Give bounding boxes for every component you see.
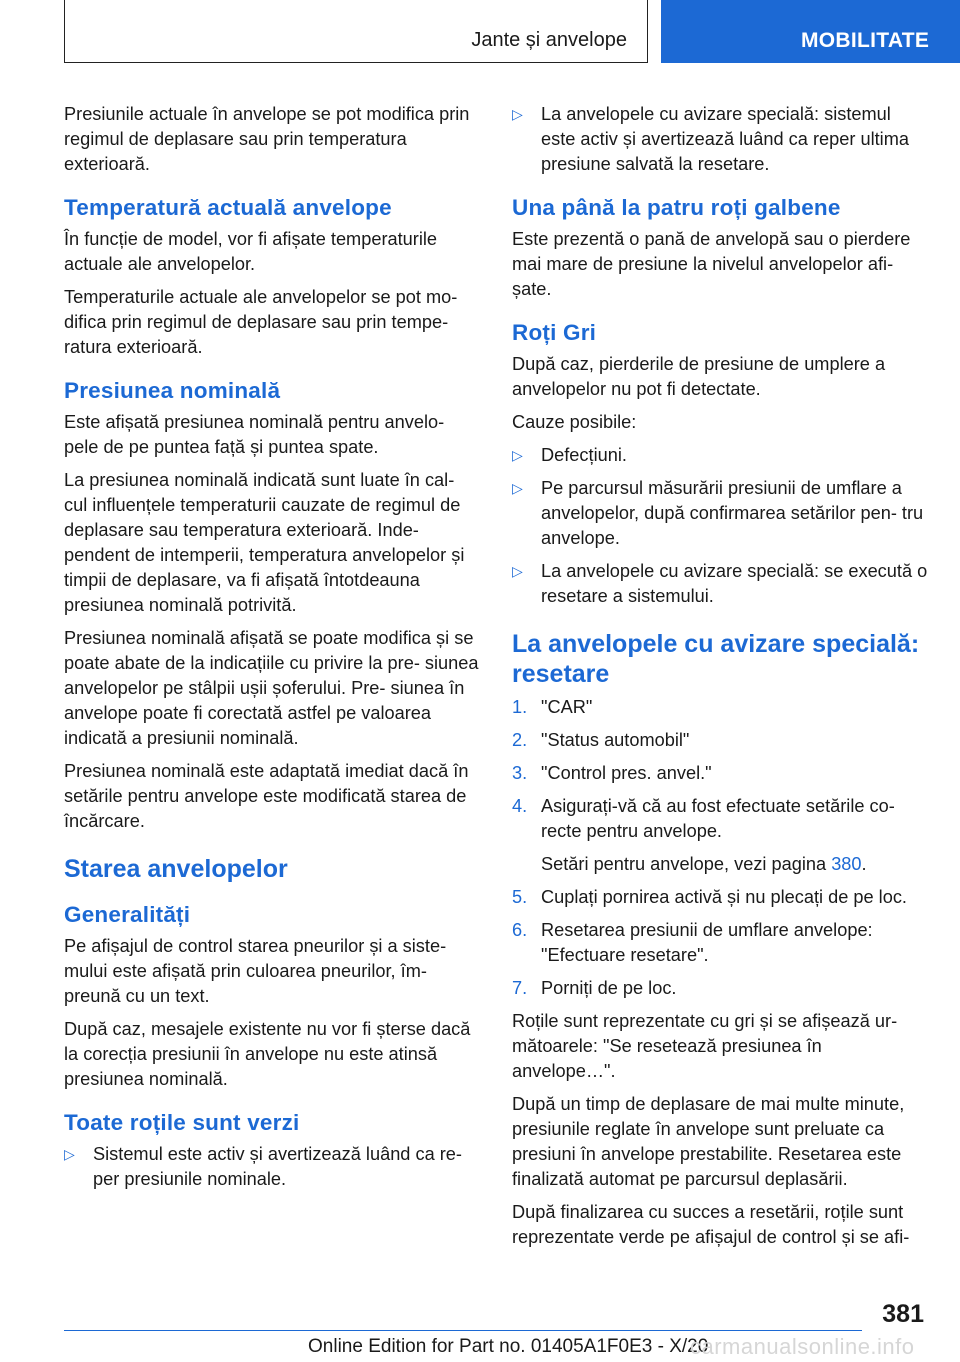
step-item: [512, 695, 928, 720]
after-reset-paragraph-1: Roțile sunt reprezentate cu gri și se afișează ur‐ mătoarele: "Se resetează presiunea în anvelope…".: [512, 1011, 898, 1081]
step-text: "Control pres. anvel.": [541, 763, 712, 783]
step-number: 4.: [512, 796, 528, 816]
temperature-paragraph-1: În funcție de model, vor fi afișate temperaturile actuale ale anvelopelor.: [64, 229, 438, 274]
list-item: [512, 102, 928, 177]
step-4-reference: [541, 852, 928, 877]
page-number: 381: [882, 1300, 924, 1328]
list-item: [512, 443, 928, 468]
general-heading: Generalități: [64, 902, 191, 927]
list-item-text: La anvelopele cu avizare specială: sistemul este activ și avertizează luând ca reper ultima presiune salvată la resetare.: [541, 104, 909, 174]
list-item: [512, 559, 928, 609]
step-text: "Status automobil": [541, 730, 690, 750]
yellow-paragraph: Este prezentă o pană de anvelopă sau o pierdere mai mare de presiune la nivelul anvelopelor afi‐ șate.: [512, 229, 911, 299]
triangle-bullet-icon: ▷: [512, 106, 523, 122]
watermark: carmanualsonline.info: [690, 1334, 915, 1359]
gray-paragraph-2: Cauze posibile:: [512, 412, 637, 432]
step-number: 7.: [512, 978, 528, 998]
list-item-text: La anvelopele cu avizare specială: se execută o resetare a sistemului.: [541, 561, 928, 606]
list-item: [64, 1142, 482, 1192]
step-item: [512, 885, 928, 910]
step-item: [512, 918, 928, 968]
tyre-state-heading: Starea anvelopelor: [64, 855, 288, 883]
step-text: Cuplați pornirea activă și nu plecați de pe loc.: [541, 887, 907, 907]
step-text: Resetarea presiunii de umflare anvelope: "Efectuare resetare".: [541, 920, 873, 965]
gray-paragraph-1: După caz, pierderile de presiune de umplere a anvelopelor nu pot fi detectate.: [512, 354, 886, 399]
general-paragraph-1: Pe afișajul de control starea pneurilor și a siste‐ mului este afișată prin culoarea pneurilor, îm‐ preună cu un text.: [64, 936, 447, 1006]
footer-divider: [64, 1330, 862, 1331]
step-item: [512, 976, 928, 1001]
reference-text: Setări pentru anvelope, vezi pagina: [541, 854, 832, 874]
step-text: Asigurați-vă că au fost efectuate setările co‐ recte pentru anvelope.: [541, 796, 895, 841]
step-number: 3.: [512, 763, 528, 783]
list-item: [512, 476, 928, 551]
step-number: 5.: [512, 887, 528, 907]
nominal-pressure-heading: Presiunea nominală: [64, 378, 281, 403]
triangle-bullet-icon: ▷: [64, 1146, 75, 1162]
reset-heading: La anvelopele cu avizare specială: resetare: [512, 630, 920, 688]
step-item: [512, 761, 928, 786]
triangle-bullet-icon: ▷: [512, 563, 523, 579]
after-reset-paragraph-2: După un timp de deplasare de mai multe minute, presiunile reglate în anvelope sunt preluate ca presiuni în anvelope prestabilite. Resetarea este finalizată automat pe parcursul deplasării.: [512, 1094, 905, 1189]
triangle-bullet-icon: ▷: [512, 480, 523, 496]
reference-end: .: [861, 854, 867, 874]
nominal-paragraph-3: Presiunea nominală afișată se poate modifica și se poate abate de la indicațiile cu privire la pre‐ siunea anvelopelor pe stâlpii ușii șoferului. Pre‐ siunea în anvelope poate fi corectată astfel pe valoarea indicată a presiunii nominală.: [64, 628, 479, 748]
gray-wheels-heading: Roți Gri: [512, 320, 597, 345]
page-reference-link[interactable]: 380: [831, 854, 862, 874]
nominal-paragraph-4: Presiunea nominală este adaptată imediat dacă în setările pentru anvelope este modificată starea de încărcare.: [64, 761, 469, 831]
section-title: Jante și anvelope: [471, 29, 627, 51]
chapter-title: MOBILITATE: [801, 29, 930, 52]
all-green-heading: Toate roțile sunt verzi: [64, 1110, 300, 1135]
after-reset-paragraph-3: După finalizarea cu succes a resetării, roțile sunt reprezentate verde pe afișajul de control și se afi‐: [512, 1202, 910, 1247]
step-item: [512, 794, 928, 844]
step-number: 2.: [512, 730, 528, 750]
chapter-tab: [661, 0, 960, 63]
right-column: [512, 102, 928, 1258]
edition-text: Online Edition for Part no. 01405A1F0E3 - X/20: [308, 1336, 709, 1357]
intro-paragraph: Presiunile actuale în anvelope se pot modifica prin regimul de deplasare sau prin temperatura exterioară.: [64, 104, 470, 174]
list-item-text: Sistemul este activ și avertizează luând ca re‐ per presiunile nominale.: [93, 1144, 462, 1189]
nominal-paragraph-2: La presiunea nominală indicată sunt luate în cal‐ cul influențele temperaturii cauzate de regimul de deplasare sau temperatura exterioară. Inde‐ pendent de intemperii, temperatura anvelopelor și timpii de deplasare, va fi afișată întotdeauna presiunea nominală potrivită.: [64, 470, 465, 615]
temperature-paragraph-2: Temperaturile actuale ale anvelopelor se pot mo‐ difica prin regimul de deplasare sau prin tempe‐ ratura exterioară.: [64, 287, 458, 357]
step-number: 6.: [512, 920, 528, 940]
list-item-text: Pe parcursul măsurării presiunii de umflare a anvelopelor, după confirmarea setărilor pen‐ tru anvelope.: [541, 478, 924, 548]
step-text: "CAR": [541, 697, 593, 717]
header-section-box: [64, 0, 648, 63]
left-column: [64, 102, 482, 1200]
step-text: Porniți de pe loc.: [541, 978, 677, 998]
temperature-heading: Temperatură actuală anvelope: [64, 195, 392, 220]
step-item: [512, 728, 928, 753]
list-item-text: Defecțiuni.: [541, 445, 627, 465]
general-paragraph-2: După caz, mesajele existente nu vor fi șterse dacă la corecția presiunii în anvelope nu este atinsă presiunea nominală.: [64, 1019, 471, 1089]
nominal-paragraph-1: Este afișată presiunea nominală pentru anvelo‐ pele de pe puntea față și puntea spate.: [64, 412, 445, 457]
yellow-wheels-heading: Una până la patru roți galbene: [512, 195, 841, 220]
triangle-bullet-icon: ▷: [512, 447, 523, 463]
step-number: 1.: [512, 697, 528, 717]
